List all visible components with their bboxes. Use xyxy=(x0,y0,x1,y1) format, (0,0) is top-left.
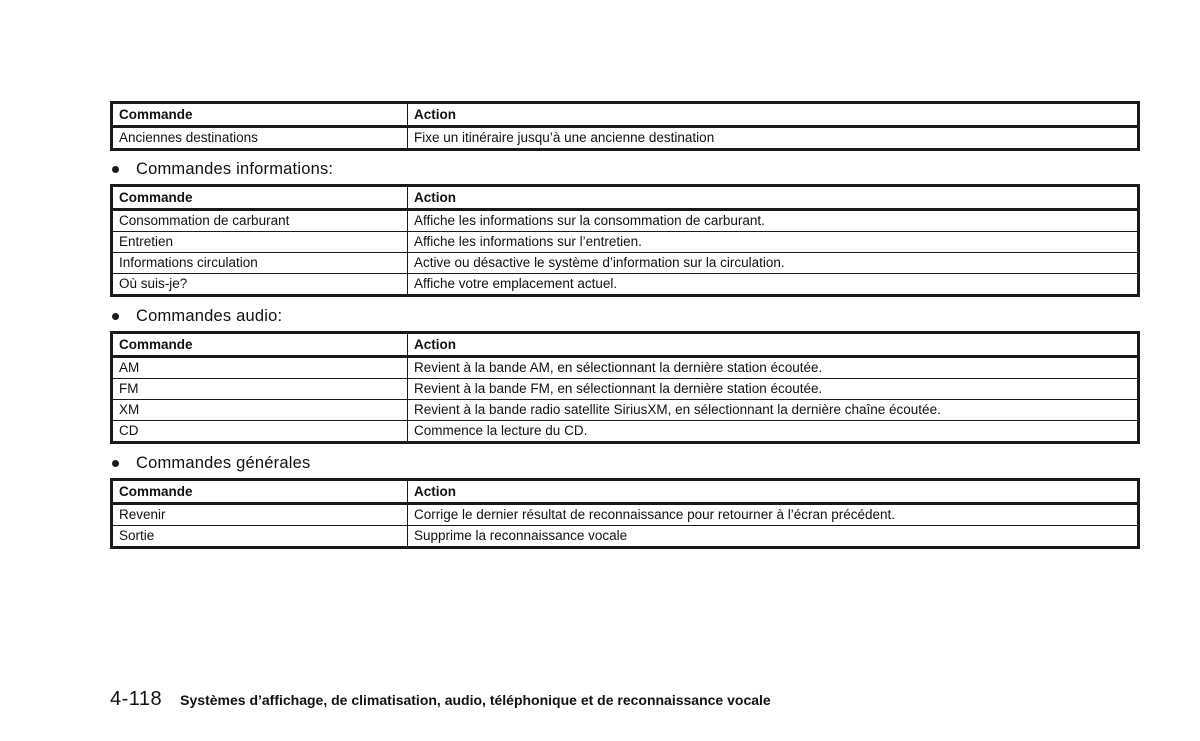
column-header-action: Action xyxy=(408,480,1139,504)
action-cell: Fixe un itinéraire jusqu’à une ancienne destination xyxy=(408,127,1139,150)
action-cell: Supprime la reconnaissance vocale xyxy=(408,526,1139,548)
command-cell: Informations circulation xyxy=(112,253,408,274)
column-header-command: Commande xyxy=(112,480,408,504)
action-cell: Revient à la bande AM, en sélectionnant la dernière station écoutée. xyxy=(408,357,1139,379)
action-cell: Active ou désactive le système d’information sur la circulation. xyxy=(408,253,1139,274)
command-cell: Consommation de carburant xyxy=(112,210,408,232)
table-row xyxy=(112,127,1139,150)
general-command-table xyxy=(110,478,1140,549)
bullet-icon xyxy=(112,460,119,467)
table-row xyxy=(112,421,1139,443)
action-cell: Affiche les informations sur l’entretien. xyxy=(408,232,1139,253)
command-cell: Où suis-je? xyxy=(112,274,408,296)
table-row xyxy=(112,357,1139,379)
command-cell: AM xyxy=(112,357,408,379)
column-header-command: Commande xyxy=(112,186,408,210)
section-heading-information xyxy=(110,157,333,181)
bullet-icon xyxy=(112,313,119,320)
command-cell: Sortie xyxy=(112,526,408,548)
table-row xyxy=(112,210,1139,232)
command-cell: Revenir xyxy=(112,504,408,526)
table-header-row xyxy=(112,480,1139,504)
page-footer xyxy=(110,688,771,716)
action-cell: Revient à la bande radio satellite SiriusXM, en sélectionnant la dernière chaîne écoutée. xyxy=(408,400,1139,421)
action-cell: Revient à la bande FM, en sélectionnant la dernière station écoutée. xyxy=(408,379,1139,400)
table-row xyxy=(112,253,1139,274)
table-row xyxy=(112,526,1139,548)
table-row xyxy=(112,274,1139,296)
table-header-row xyxy=(112,103,1139,127)
column-header-action: Action xyxy=(408,333,1139,357)
bullet-icon xyxy=(112,166,119,173)
action-cell: Commence la lecture du CD. xyxy=(408,421,1139,443)
page-number: 4-118 xyxy=(110,688,163,710)
section-heading-audio xyxy=(110,304,282,328)
command-cell: Anciennes destinations xyxy=(112,127,408,150)
section-heading-text: Commandes informations: xyxy=(136,159,334,178)
section-heading-text: Commandes audio: xyxy=(136,306,283,325)
action-cell: Affiche votre emplacement actuel. xyxy=(408,274,1139,296)
table-row xyxy=(112,232,1139,253)
column-header-action: Action xyxy=(408,103,1139,127)
table-header-row xyxy=(112,333,1139,357)
table-row xyxy=(112,504,1139,526)
column-header-action: Action xyxy=(408,186,1139,210)
column-header-command: Commande xyxy=(112,103,408,127)
action-cell: Affiche les informations sur la consommation de carburant. xyxy=(408,210,1139,232)
section-heading-general xyxy=(110,451,310,475)
table-row xyxy=(112,379,1139,400)
action-cell: Corrige le dernier résultat de reconnaissance pour retourner à l’écran précédent. xyxy=(408,504,1139,526)
command-cell: XM xyxy=(112,400,408,421)
information-command-table xyxy=(110,184,1140,297)
chapter-title: Systèmes d’affichage, de climatisation, audio, téléphonique et de reconnaissance vocale xyxy=(180,692,771,708)
command-cell: Entretien xyxy=(112,232,408,253)
section-heading-text: Commandes générales xyxy=(136,453,311,472)
command-cell: CD xyxy=(112,421,408,443)
table-row xyxy=(112,400,1139,421)
table-header-row xyxy=(112,186,1139,210)
command-cell: FM xyxy=(112,379,408,400)
column-header-command: Commande xyxy=(112,333,408,357)
audio-command-table xyxy=(110,331,1140,444)
destinations-command-table xyxy=(110,101,1140,151)
